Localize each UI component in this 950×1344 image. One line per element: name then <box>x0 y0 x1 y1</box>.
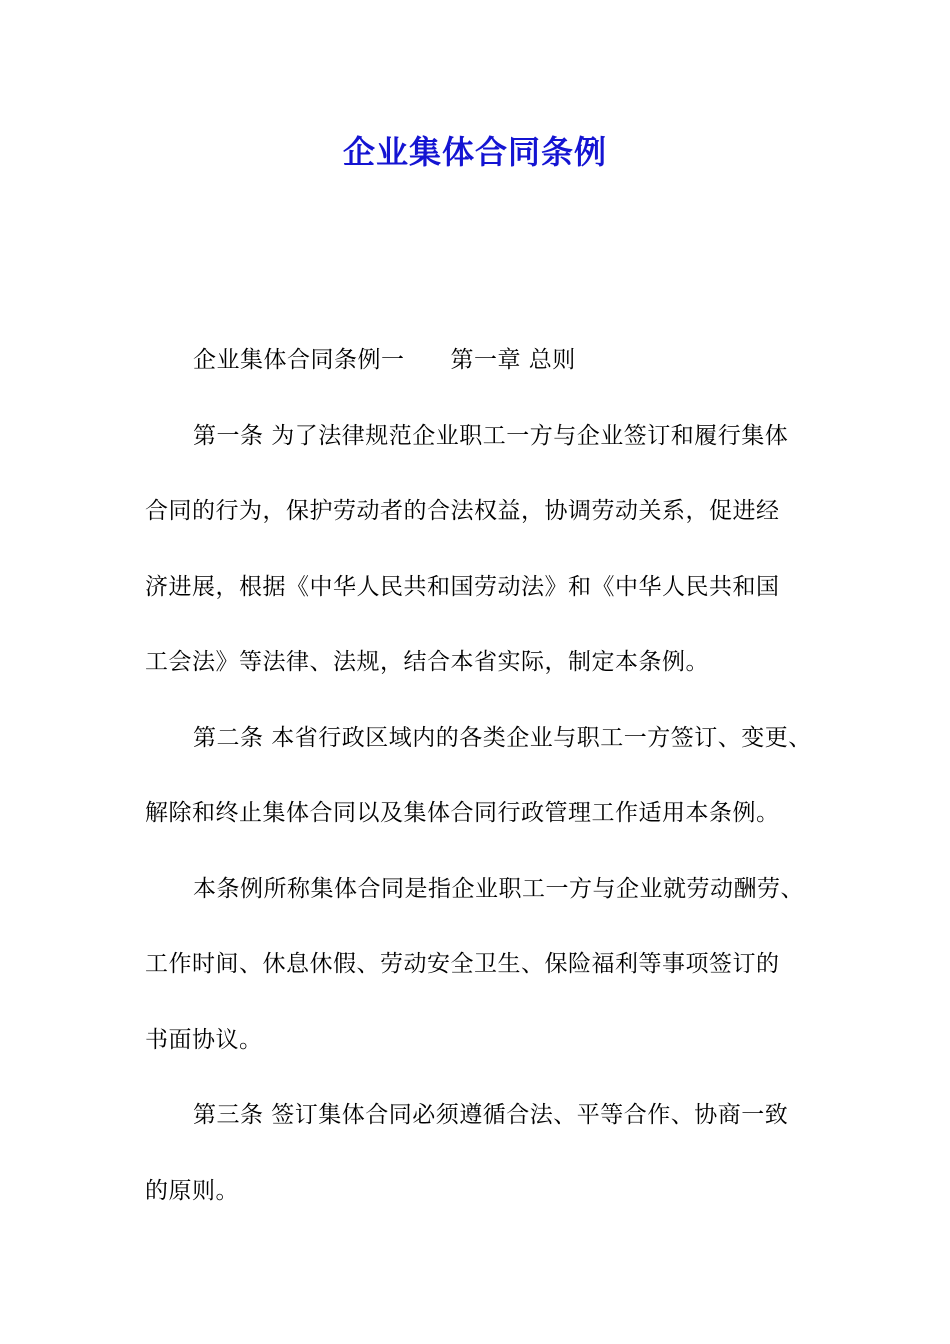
document-title: 企业集体合同条例 <box>342 133 607 171</box>
paragraph-line: 济进展，根据《中华人民共和国劳动法》和《中华人民共和国 <box>145 573 780 600</box>
paragraph-line: 工会法》等法律、法规，结合本省实际，制定本条例。 <box>145 649 709 675</box>
paragraph-line: 第二条 本省行政区域内的各类企业与职工一方签订、变更、 <box>193 724 812 751</box>
paragraph-line: 第一条 为了法律规范企业职工一方与企业签订和履行集体 <box>193 422 789 449</box>
chapter-heading-left: 企业集体合同条例一 <box>193 347 405 373</box>
chapter-heading <box>145 338 825 414</box>
document-body <box>145 338 825 1244</box>
paragraph-line: 工作时间、休息休假、劳动安全卫生、保险福利等事项签订的 <box>145 951 780 977</box>
paragraph-line: 书面协议。 <box>145 1026 263 1053</box>
paragraph-line: 本条例所称集体合同是指企业职工一方与企业就劳动酬劳、 <box>193 875 804 902</box>
paragraph-line: 合同的行为，保护劳动者的合法权益，协调劳动关系，促进经 <box>145 498 780 524</box>
paragraph-line: 的原则。 <box>145 1177 239 1204</box>
paragraph-line: 解除和终止集体合同以及集体合同行政管理工作适用本条例。 <box>145 800 780 826</box>
paragraph-line: 第三条 签订集体合同必须遵循合法、平等合作、协商一致 <box>193 1102 789 1128</box>
chapter-heading-right: 第一章 总则 <box>450 347 576 373</box>
